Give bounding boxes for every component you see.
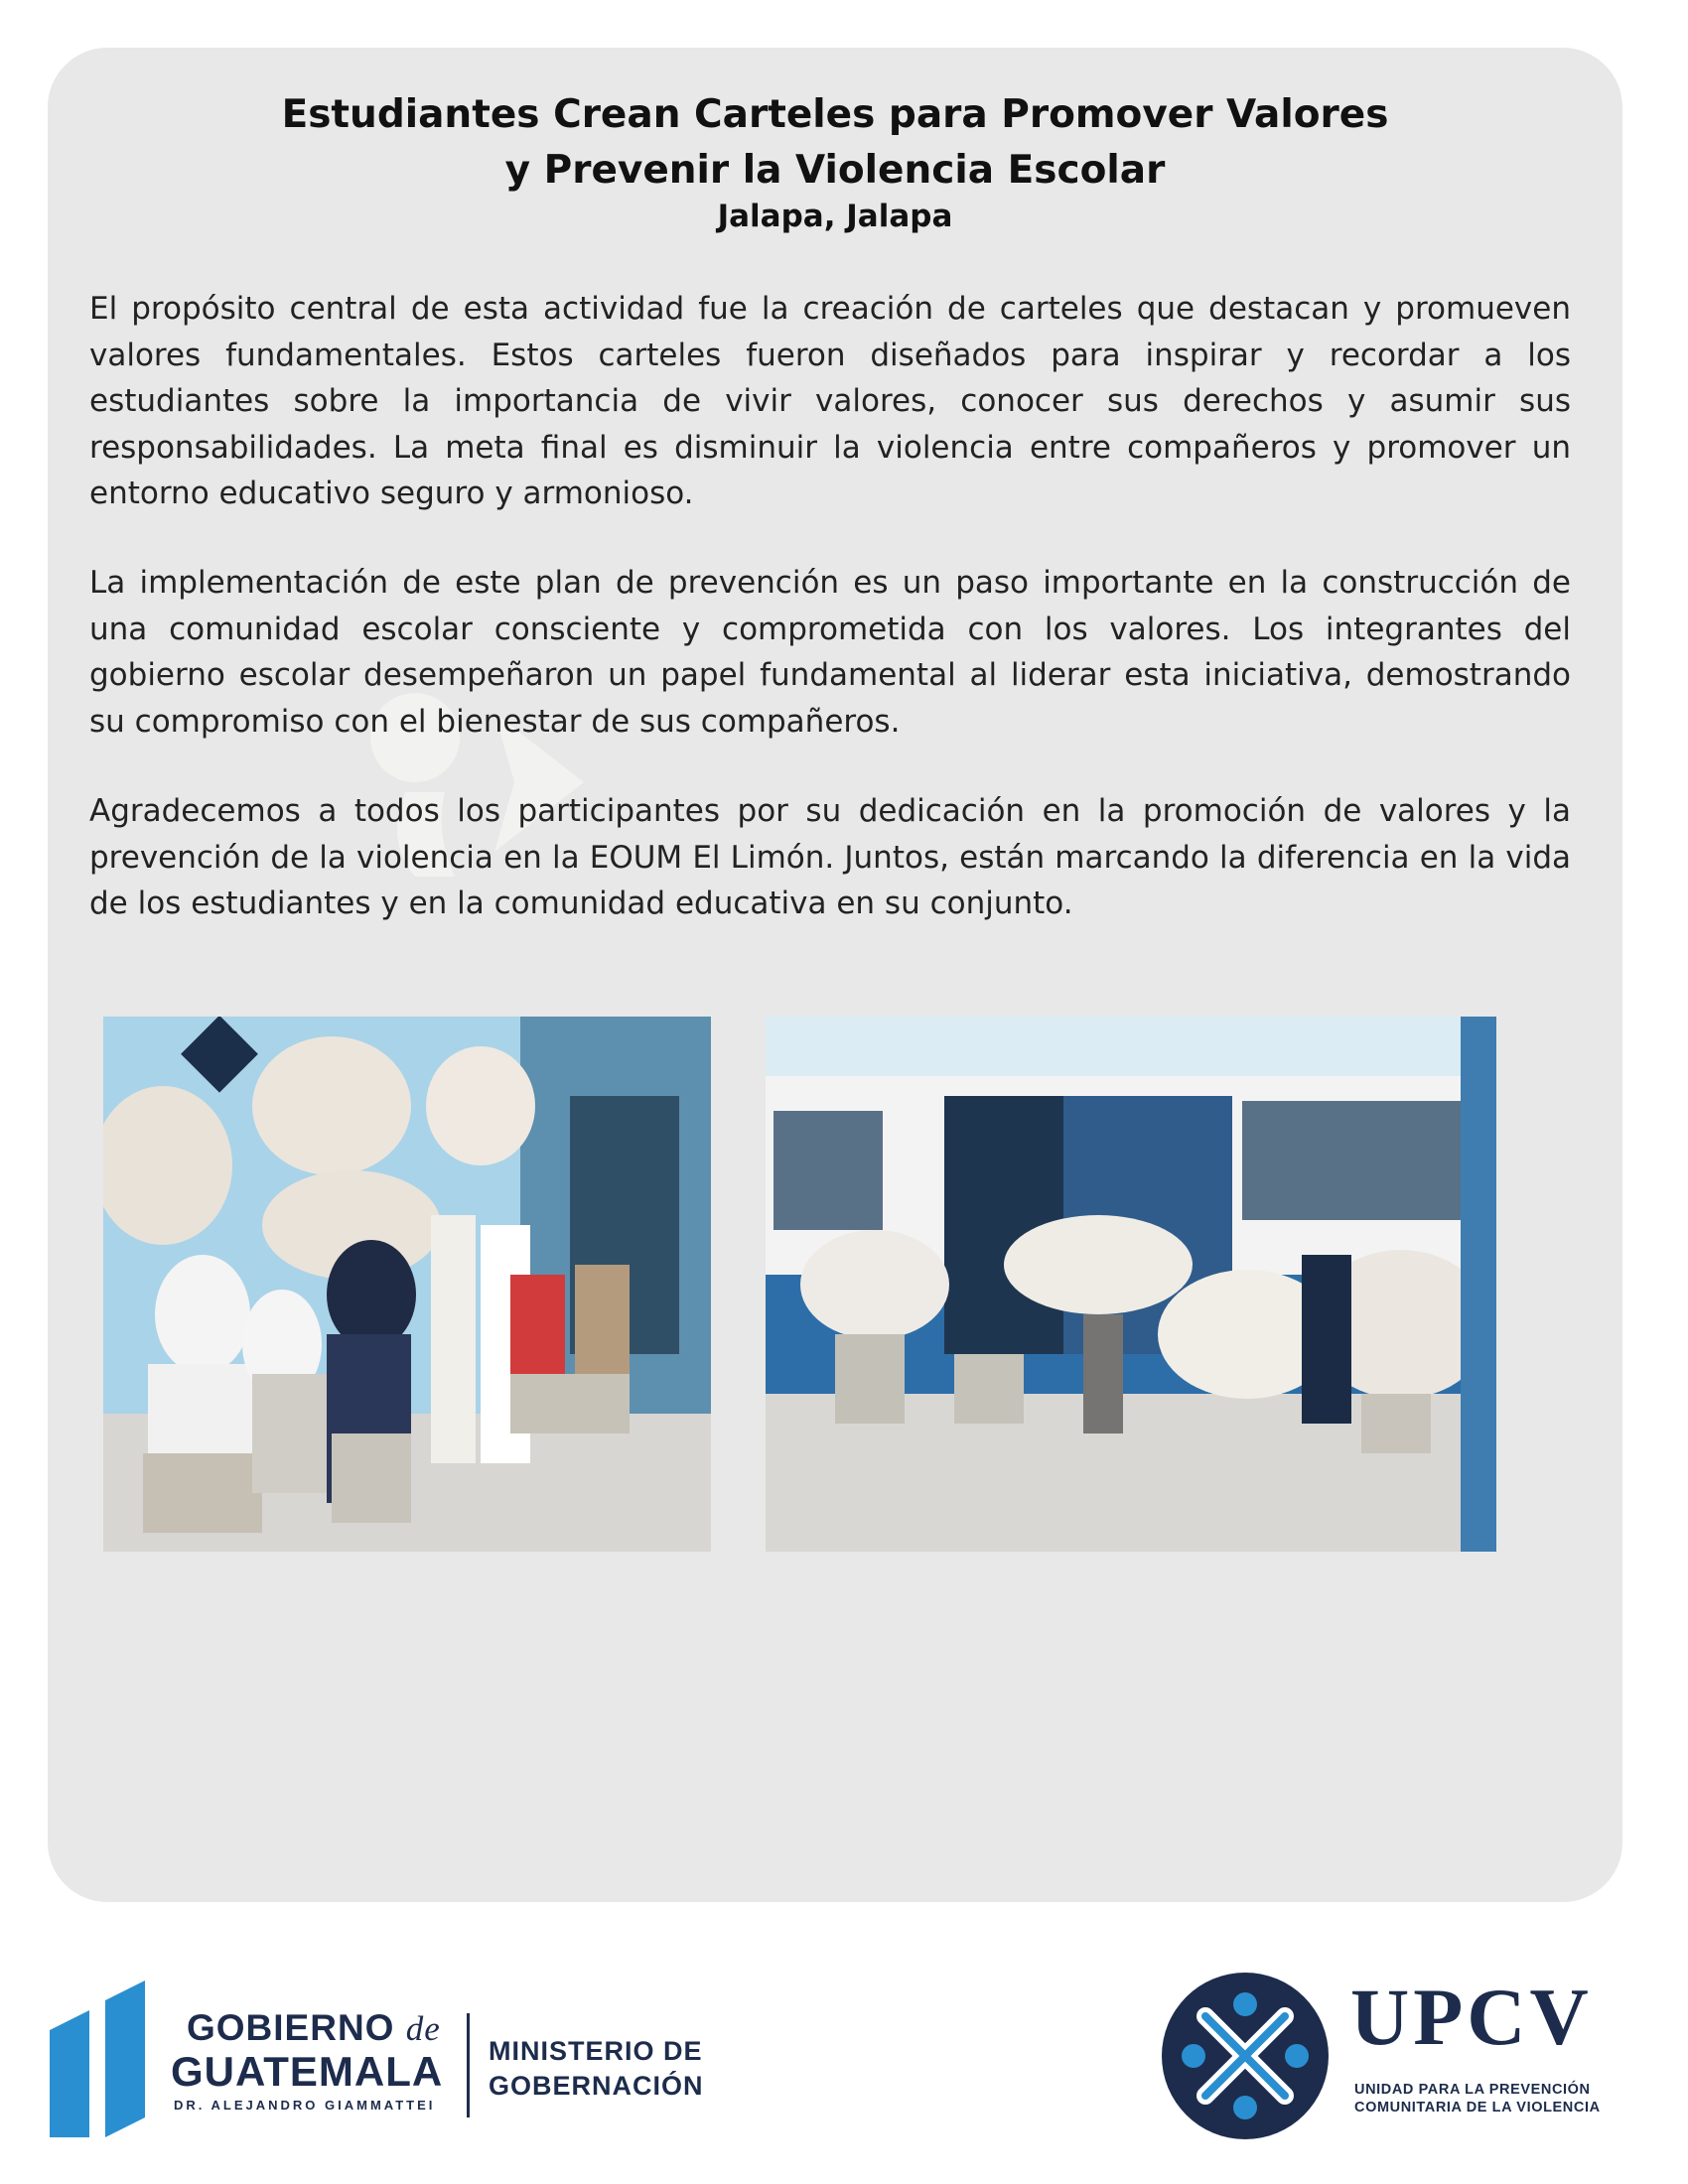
article-location: Jalapa, Jalapa [717, 199, 953, 234]
upcv-subtitle-line-1: UNIDAD PARA LA PREVENCIÓN [1354, 2082, 1591, 2098]
upcv-emblem-icon [1160, 1971, 1331, 2141]
paragraph-purpose: El propósito central de esta actividad fue la creación de carteles que destacan y promueven valores fundamentales. Estos carteles fueron diseñados para inspirar y recordar a los estudiantes sobre la importancia de vivir valores, conocer sus derechos y asumir sus responsabilidades. La meta final es disminuir la violencia entre compañeros y promover un entorno educativo seguro y armonioso. [89, 291, 1571, 511]
ministry-line-1: MINISTERIO DE [489, 2036, 703, 2066]
paragraph-thanks: Agradecemos a todos los participantes por su dedicación en la promoción de valores y la prevención de la violencia en la EOUM El Limón. Juntos, están marcando la diferencia en la vida de los estudiantes y en la comunidad educativa en su conjunto. [89, 793, 1571, 921]
guatemala-flag-stripes-icon [48, 1971, 157, 2139]
photo-students-posters [766, 1017, 1496, 1552]
president-name: DR. ALEJANDRO GIAMMATTEI [174, 2098, 436, 2113]
upcv-subtitle-line-2: COMUNITARIA DE LA VIOLENCIA [1354, 2100, 1601, 2116]
gobierno-wordmark: GOBIERNO de [187, 2007, 441, 2048]
ministry-line-2: GOBERNACIÓN [489, 2071, 704, 2101]
gobierno-guatemala-logo [48, 1971, 743, 2139]
article-card [48, 48, 1622, 1902]
upcv-wordmark: UPCV [1350, 1972, 1593, 2062]
photo-students-wall [103, 1017, 711, 1552]
article-title [48, 87, 1622, 199]
title-line-1: Estudiantes Crean Carteles para Promover Valores [281, 92, 1389, 137]
upcv-logo-block [1152, 1961, 1648, 2149]
title-line-2: y Prevenir la Violencia Escolar [504, 148, 1166, 193]
logo-divider [467, 2013, 470, 2117]
paragraph-implementation: La implementación de este plan de prevención es un paso importante en la construcción de una comunidad escolar consciente y comprometida con los valores. Los integrantes del gobierno escolar desempeñaron un papel fundamental al liderar esta iniciativa, demostrando su compromiso con el bienestar de sus compañeros. [89, 565, 1571, 740]
guatemala-wordmark: GUATEMALA [171, 2048, 444, 2095]
